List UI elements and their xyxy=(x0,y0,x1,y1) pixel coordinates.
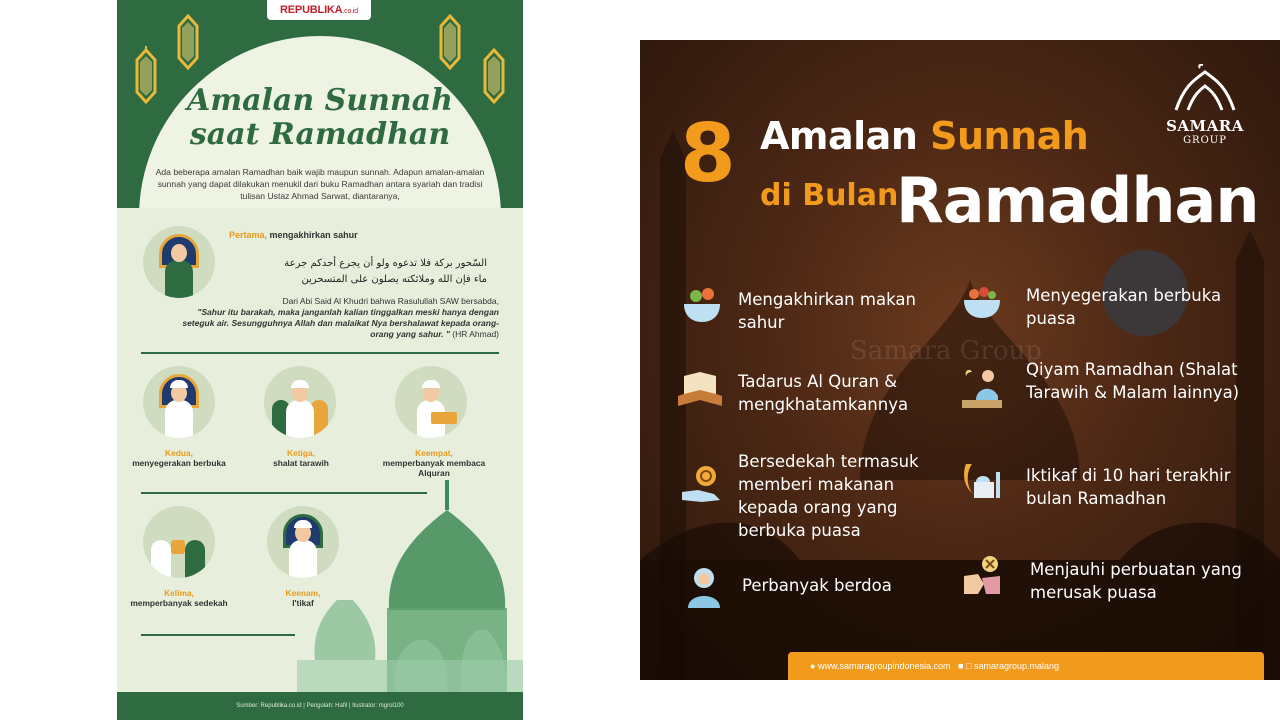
brand-name: SAMARA xyxy=(1166,117,1244,135)
title-sunnah: Sunnah xyxy=(930,114,1089,158)
first-text: mengakhirkan sahur xyxy=(269,230,358,240)
arabic-hadith xyxy=(247,256,487,288)
ketiga-ordinal: Ketiga, xyxy=(287,448,315,458)
keempat-text: memperbanyak membaca Alquran xyxy=(382,458,486,478)
mosque-icon xyxy=(960,458,1004,502)
title-line-1: Amalan Sunnah xyxy=(187,83,453,118)
sahur-illustration xyxy=(143,226,215,298)
item-keempat xyxy=(379,448,489,478)
charity-hand-icon xyxy=(680,462,724,506)
divider xyxy=(141,352,499,354)
iftar-bowl-icon xyxy=(960,276,1004,320)
sedekah-illustration xyxy=(143,506,215,578)
keempat-ordinal: Keempat, xyxy=(415,448,453,458)
rp-item-7: Perbanyak berdoa xyxy=(742,576,892,595)
title-amalan: Amalan xyxy=(760,114,931,158)
keenam-ordinal: Keenam, xyxy=(285,588,321,598)
instagram-icon: □ xyxy=(966,661,972,671)
first-ordinal: Pertama, xyxy=(229,230,268,240)
tarawih-illustration xyxy=(264,366,336,438)
rp-item-4: Qiyam Ramadhan (Shalat Tarawih & Malam lainnya) xyxy=(1026,360,1240,402)
first-item-heading xyxy=(229,230,358,240)
watermark: Samara Group xyxy=(850,336,1042,366)
rp-item-1: Mengakhirkan makan sahur xyxy=(738,290,916,332)
title-di-bulan: di Bulan xyxy=(760,178,899,213)
arabic-line-1: السّحور بركة فلا تدعوه ولو أن يجرع أحدكم جرعة xyxy=(284,258,487,269)
intro-text: Ada beberapa amalan Ramadhan baik wajib maupun sunnah. Adapun amalan-amalan sunnah yang dapat dilakukan menukil dari buku Ramadhan antara syariah dan tradisi tulisan Ustaz Ahmad Sarwat, diantaranya, xyxy=(155,167,485,201)
mosque-illustration xyxy=(297,480,523,692)
right-infographic xyxy=(640,40,1280,680)
facebook-icon: ■ xyxy=(958,661,964,671)
samara-logo xyxy=(1162,64,1248,146)
kelima-ordinal: Kelima, xyxy=(164,588,194,598)
bowl-icon xyxy=(680,280,724,324)
kedua-ordinal: Kedua, xyxy=(165,448,193,458)
divider xyxy=(141,634,295,636)
keenam-text: I'tikaf xyxy=(292,598,314,608)
iftar-illustration xyxy=(143,366,215,438)
republika-logo xyxy=(267,0,371,20)
rp-item-2: Menyegerakan berbuka puasa xyxy=(1026,286,1222,328)
avoid-hand-icon xyxy=(960,554,1004,598)
rp-item-6: Iktikaf di 10 hari terakhir bulan Ramadhan xyxy=(1026,466,1231,508)
number-eight: 8 xyxy=(680,107,736,200)
footer-website: www.samaragroupindonesia.com xyxy=(817,661,951,671)
samara-dome-icon xyxy=(1170,64,1240,112)
rp-item-8: Menjauhi perbuatan yang merusak puasa xyxy=(1030,560,1242,602)
hadith-block xyxy=(179,296,499,340)
hadith-source: (HR Ahmad) xyxy=(452,329,499,339)
lantern-icon xyxy=(173,12,193,52)
item-kedua xyxy=(129,448,229,468)
footer-credits: Sumber: Republika.co.id | Pengolah: Hafil | Ilustrator: mgrol100 xyxy=(117,692,523,720)
kedua-text: menyegerakan berbuka xyxy=(132,458,226,468)
rp-item-5: Bersedekah termasuk memberi makanan kepada orang yang berbuka puasa xyxy=(738,452,919,540)
lantern-icon xyxy=(479,46,499,86)
logo-suffix: .co.id xyxy=(342,8,358,15)
title-line-1 xyxy=(760,114,1088,158)
logo-main: REPUBLIKA xyxy=(280,4,343,16)
title-ramadhan: Ramadhan xyxy=(896,164,1259,237)
hadith-quote: "Sahur itu barakah, maka janganlah kalian tinggalkan meski hanya dengan seteguk air. Sesungguhnya Allah dan malaikat Nya bershalawat kepada orang-orang yang sahur. " xyxy=(182,307,499,339)
arabic-line-2: ماء فإن الله وملائكته يصلون على المتسحرين xyxy=(301,274,487,285)
item-ketiga xyxy=(251,448,351,468)
quran-illustration xyxy=(395,366,467,438)
social-footer xyxy=(788,652,1264,680)
brand-sub: GROUP xyxy=(1183,135,1227,146)
praying-person-icon xyxy=(682,564,726,608)
lantern-icon xyxy=(435,12,455,52)
poster-title xyxy=(157,84,483,152)
rp-item-3: Tadarus Al Quran & mengkhatamkannya xyxy=(738,372,909,414)
lantern-icon xyxy=(131,46,151,86)
title-line-2: saat Ramadhan xyxy=(189,117,451,152)
kelima-text: memperbanyak sedekah xyxy=(130,598,228,608)
footer-instagram: samaragroup.malang xyxy=(973,661,1060,671)
globe-icon: ● xyxy=(810,661,816,671)
left-infographic xyxy=(117,0,523,720)
ketiga-text: shalat tarawih xyxy=(273,458,329,468)
hadith-intro: Dari Abi Said Al Khudri bahwa Rasulullah SAW bersabda, xyxy=(282,296,499,306)
item-kelima xyxy=(129,588,229,608)
quran-book-icon xyxy=(676,366,720,410)
prayer-mat-icon xyxy=(958,366,1002,410)
